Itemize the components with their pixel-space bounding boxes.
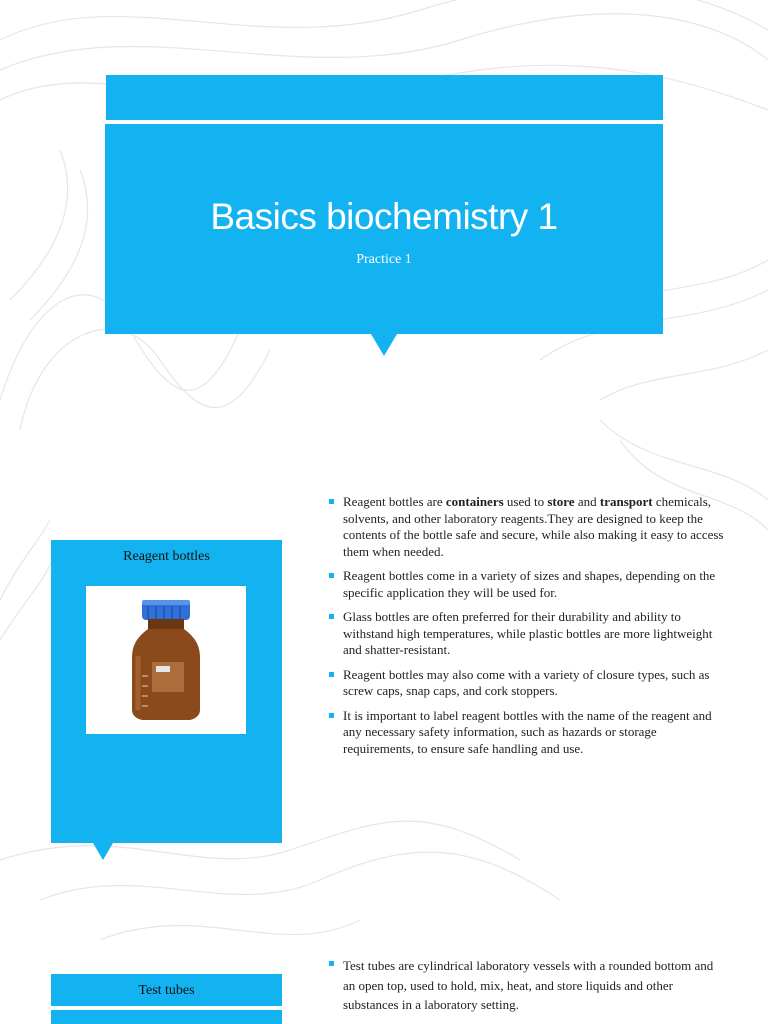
reagent-bullets (329, 494, 724, 765)
bullet-item (329, 568, 724, 601)
bullet-item (329, 609, 724, 659)
reagent-label-pointer (93, 843, 113, 860)
bullet-text: Test tubes are cylindrical laboratory vessels with a rounded bottom and an open top, used to hold, mix, heat, and store liquids and other substances in a laboratory setting. (343, 958, 714, 1012)
bullet-text: chemicals, solvents, and other laboratory reagents.They are designed to keep the contents of the bottle safe and secure, while also making it easy to access them when needed. (343, 494, 724, 559)
title-pointer (371, 334, 397, 356)
bullet-text: and (574, 494, 600, 509)
bullet-item (329, 956, 724, 1015)
reagent-bottles-slide (0, 430, 768, 860)
bullet-text: used to (503, 494, 548, 509)
slide-subtitle: Practice 1 (356, 252, 412, 267)
title-box (105, 124, 663, 334)
bold-term: transport (599, 494, 653, 509)
reagent-bottle-icon (86, 586, 246, 734)
testtube-label-box (51, 974, 282, 1006)
bullet-text: Reagent bottles are (343, 494, 446, 509)
test-tubes-slide (0, 860, 768, 1024)
bullet-item (329, 494, 724, 560)
bullet-text: Glass bottles are often preferred for their durability and ability to withstand high temperatures, while plastic bottles are more lightweight and shatter-resistant. (343, 609, 713, 657)
reagent-label-box (51, 540, 282, 843)
bullet-text: It is important to label reagent bottles with the name of the reagent and any necessary safety information, such as hazards or storage requirements, to ensure safe handling and use. (343, 707, 712, 756)
header-bar (106, 75, 663, 120)
testtube-bullets (329, 956, 724, 1023)
bullet-text: Reagent bottles come in a variety of sizes and shapes, depending on the specific application they will be used for. (343, 568, 716, 600)
title-slide (0, 0, 768, 430)
reagent-bottle-image (86, 586, 246, 734)
bullet-item (329, 708, 724, 758)
testtube-label: Test tubes (138, 983, 195, 998)
reagent-label: Reagent bottles (123, 549, 210, 564)
bold-term: store (547, 494, 575, 509)
bullet-item (329, 667, 724, 700)
bold-term: containers (445, 494, 504, 509)
slide-title: Basics biochemistry 1 (210, 196, 558, 237)
testtube-image-box (51, 1010, 282, 1024)
bullet-text: Reagent bottles may also come with a variety of closure types, such as screw caps, snap caps, and cork stoppers. (343, 666, 710, 698)
